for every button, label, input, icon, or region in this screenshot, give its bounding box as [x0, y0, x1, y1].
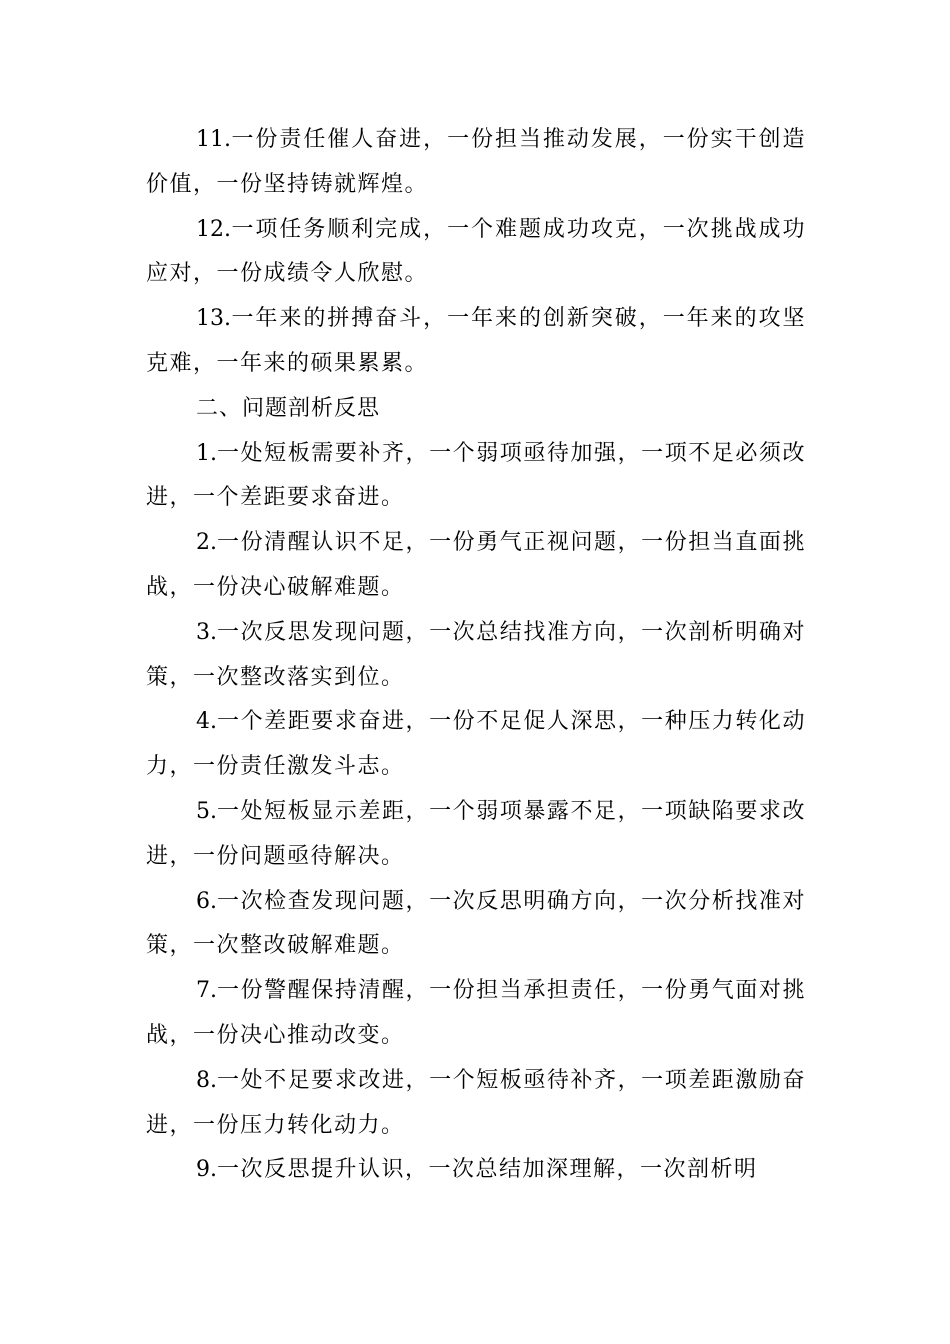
- paragraph-text: 一处不足要求改进，一个短板亟待补齐，一项差距激励奋进，一份压力转化动力。: [146, 1067, 806, 1138]
- paragraph-1: [146, 432, 806, 522]
- paragraph-number: 2.: [196, 530, 217, 556]
- paragraph-number: 12.: [196, 216, 231, 242]
- paragraph-11: [146, 118, 806, 208]
- paragraph-text: 一次反思提升认识，一次总结加深理解，一次剖析明: [217, 1157, 758, 1183]
- paragraph-text: 一份责任催人奋进，一份担当推动发展，一份实干创造价值，一份坚持铸就辉煌。: [146, 127, 806, 197]
- paragraph-text: 一份警醒保持清醒，一份担当承担责任，一份勇气面对挑战，一份决心推动改变。: [146, 978, 806, 1048]
- paragraph-text: 一处短板显示差距，一个弱项暴露不足，一项缺陷要求改进，一份问题亟待解决。: [146, 798, 806, 869]
- paragraph-number: 6.: [196, 888, 217, 914]
- paragraph-6: [146, 880, 806, 970]
- paragraph-3: [146, 611, 806, 701]
- section-heading: 二、问题剖析反思: [196, 395, 381, 421]
- paragraph-number: 7.: [196, 978, 217, 1004]
- paragraph-text: 一年来的拼搏奋斗，一年来的创新突破，一年来的攻坚克难，一年来的硕果累累。: [146, 306, 806, 376]
- paragraph-2: [146, 521, 806, 611]
- paragraph-13: [146, 297, 806, 387]
- paragraph-8: [146, 1059, 806, 1149]
- paragraph-number: 9.: [196, 1157, 217, 1183]
- paragraph-number: 11.: [196, 127, 231, 152]
- paragraph-text: 一个差距要求奋进，一份不足促人深思，一种压力转化动力，一份责任激发斗志。: [146, 709, 806, 780]
- paragraph-text: 一项任务顺利完成，一个难题成功攻克，一次挑战成功应对，一份成绩令人欣慰。: [146, 216, 806, 287]
- paragraph-number: 5.: [196, 798, 217, 824]
- document-body: [146, 118, 806, 1193]
- paragraph-7: [146, 969, 806, 1059]
- paragraph-text: 一份清醒认识不足，一份勇气正视问题，一份担当直面挑战，一份决心破解难题。: [146, 530, 806, 600]
- paragraph-text: 一处短板需要补齐，一个弱项亟待加强，一项不足必须改进，一个差距要求奋进。: [146, 440, 806, 511]
- paragraph-number: 3.: [196, 619, 217, 645]
- paragraph-text: 一次检查发现问题，一次反思明确方向，一次分析找准对策，一次整改破解难题。: [146, 888, 806, 959]
- paragraph-number: 8.: [196, 1067, 217, 1093]
- paragraph-12: [146, 208, 806, 298]
- paragraph-text: 一次反思发现问题，一次总结找准方向，一次剖析明确对策，一次整改落实到位。: [146, 619, 806, 690]
- paragraph-number: 13.: [196, 306, 231, 332]
- paragraph-number: 1.: [196, 440, 217, 466]
- paragraph-4: [146, 700, 806, 790]
- paragraph-9: [146, 1148, 806, 1193]
- paragraph-number: 4.: [196, 709, 217, 735]
- paragraph-5: [146, 790, 806, 880]
